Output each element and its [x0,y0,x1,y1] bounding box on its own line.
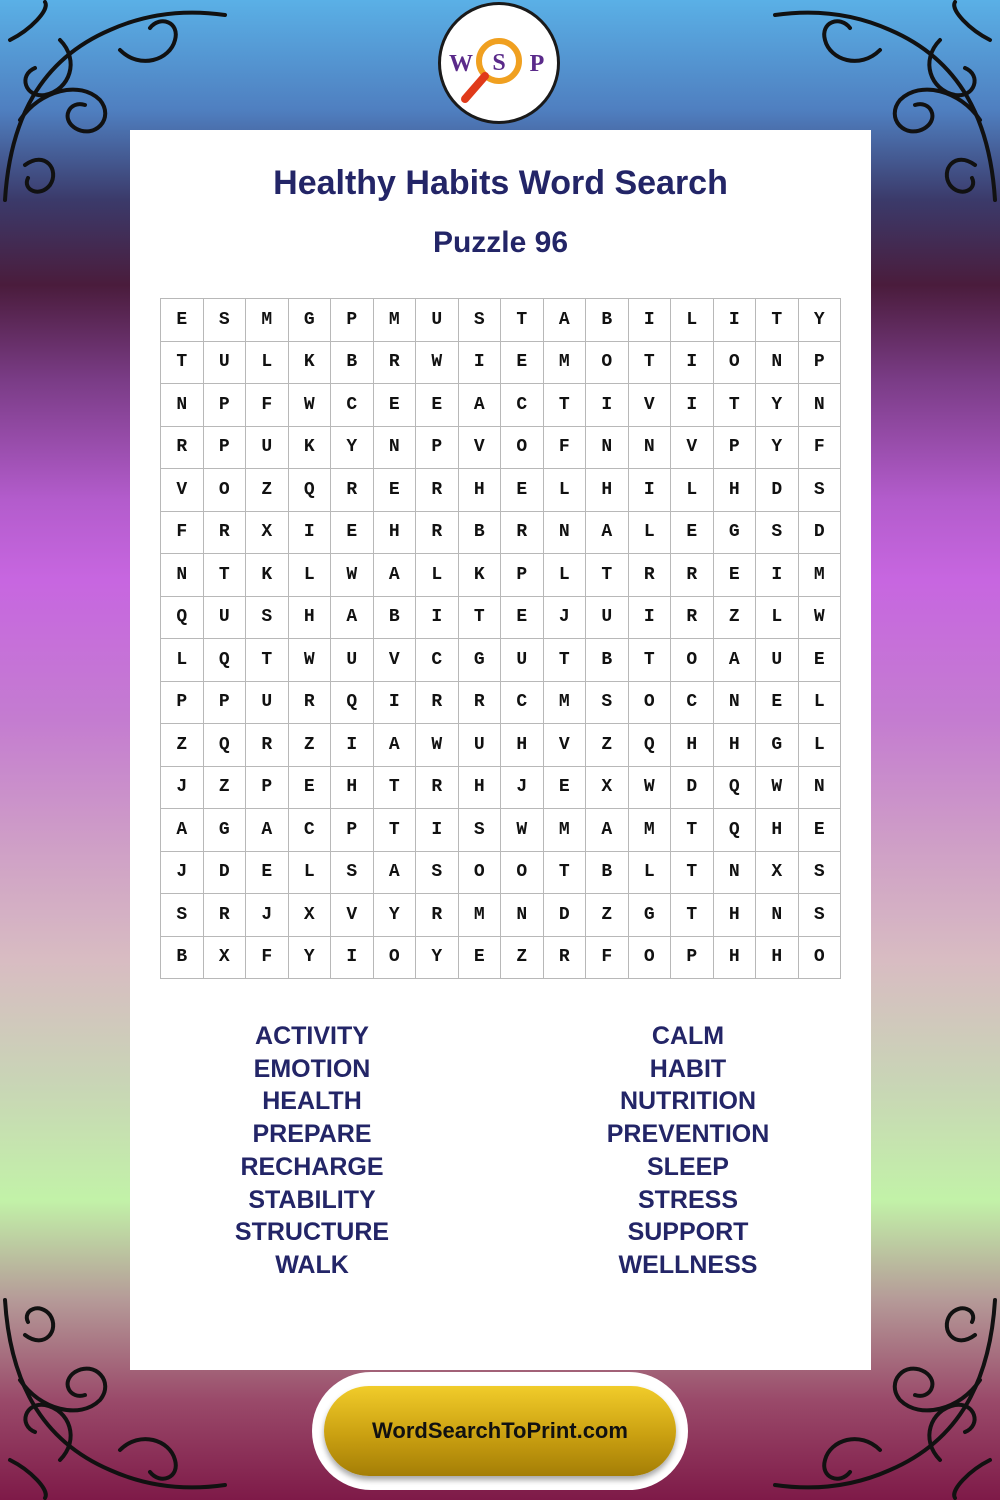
grid-cell[interactable]: E [799,639,842,682]
grid-cell[interactable]: P [161,682,204,725]
grid-cell[interactable]: S [204,299,247,342]
grid-cell[interactable]: T [374,809,417,852]
grid-cell[interactable]: O [459,852,502,895]
grid-cell[interactable]: I [671,342,714,385]
grid-cell[interactable]: N [799,767,842,810]
grid-cell[interactable]: G [629,894,672,937]
grid-cell[interactable]: Y [331,427,374,470]
grid-cell[interactable]: T [544,384,587,427]
grid-cell[interactable]: Q [161,597,204,640]
grid-cell[interactable]: L [246,342,289,385]
puzzle-number: Puzzle 96 [432,226,569,259]
grid-cell[interactable]: T [586,554,629,597]
grid-cell[interactable]: R [416,469,459,512]
grid-cell[interactable]: O [671,639,714,682]
grid-cell[interactable]: T [671,809,714,852]
grid-cell[interactable]: N [161,384,204,427]
grid-cell[interactable]: X [756,852,799,895]
grid-cell[interactable]: Z [246,469,289,512]
grid-cell[interactable]: Z [204,767,247,810]
grid-cell[interactable]: J [501,767,544,810]
grid-cell[interactable]: T [671,852,714,895]
word-list-item: CALM [651,1022,725,1050]
grid-cell[interactable]: N [374,427,417,470]
grid-cell[interactable]: S [416,852,459,895]
grid-cell[interactable]: E [501,342,544,385]
word-list-item: NUTRITION [619,1087,757,1116]
grid-cell[interactable]: L [289,852,332,895]
grid-cell[interactable]: I [756,554,799,597]
grid-cell[interactable]: E [459,937,502,980]
grid-cell[interactable]: E [799,809,842,852]
site-badge [312,1372,688,1490]
letter-grid [160,298,841,979]
grid-cell[interactable]: F [246,384,289,427]
grid-cell[interactable]: N [756,894,799,937]
grid-cell[interactable]: T [544,852,587,895]
grid-cell[interactable]: O [586,342,629,385]
grid-cell[interactable]: G [459,639,502,682]
grid-cell[interactable]: B [586,852,629,895]
grid-cell[interactable]: R [671,597,714,640]
page-title: Healthy Habits Word Search [273,164,728,202]
grid-cell[interactable]: W [501,809,544,852]
grid-cell[interactable]: Q [331,682,374,725]
grid-cell[interactable]: T [629,639,672,682]
grid-cell[interactable]: L [544,469,587,512]
grid-cell[interactable]: N [756,342,799,385]
grid-cell[interactable]: R [204,512,247,555]
grid-cell[interactable]: I [331,724,374,767]
grid-cell[interactable]: P [204,384,247,427]
word-list-item: WELLNESS [618,1250,758,1279]
grid-cell[interactable]: R [246,724,289,767]
grid-cell[interactable]: R [416,894,459,937]
grid-cell[interactable]: Q [204,724,247,767]
grid-cell[interactable]: D [544,894,587,937]
grid-cell[interactable]: E [374,469,417,512]
grid-cell[interactable]: I [374,682,417,725]
grid-cell[interactable]: I [629,597,672,640]
grid-cell[interactable]: Z [289,724,332,767]
grid-cell[interactable]: O [629,937,672,980]
grid-cell[interactable]: H [756,937,799,980]
grid-cell[interactable]: R [416,682,459,725]
grid-cell[interactable]: A [714,639,757,682]
grid-cell[interactable]: I [671,384,714,427]
grid-cell[interactable]: P [416,427,459,470]
grid-cell[interactable]: V [161,469,204,512]
grid-cell[interactable]: O [714,342,757,385]
grid-cell[interactable]: V [459,427,502,470]
grid-cell[interactable]: P [331,299,374,342]
grid-cell[interactable]: R [161,427,204,470]
word-list-item: SLEEP [647,1152,729,1181]
grid-cell[interactable]: W [416,342,459,385]
grid-cell[interactable]: H [459,469,502,512]
grid-cell[interactable]: H [756,809,799,852]
grid-cell[interactable]: S [799,469,842,512]
grid-cell[interactable]: S [799,852,842,895]
grid-cell[interactable]: L [756,597,799,640]
grid-cell[interactable]: M [544,682,587,725]
logo-letter-p: P [529,51,545,77]
grid-cell[interactable]: G [714,512,757,555]
word-list-right [538,1020,838,1282]
grid-cell[interactable]: E [331,512,374,555]
site-link-button[interactable] [324,1386,676,1476]
grid-cell[interactable]: Y [799,299,842,342]
grid-cell[interactable]: N [161,554,204,597]
grid-cell[interactable]: U [204,597,247,640]
word-list-item: EMOTION [253,1054,371,1083]
wsp-logo[interactable] [438,2,560,124]
grid-cell[interactable]: A [544,299,587,342]
grid-cell[interactable]: E [374,384,417,427]
grid-cell[interactable]: E [501,469,544,512]
grid-cell[interactable]: B [586,299,629,342]
grid-cell[interactable]: D [671,767,714,810]
grid-cell[interactable]: Y [374,894,417,937]
grid-cell[interactable]: S [331,852,374,895]
grid-cell[interactable]: U [416,299,459,342]
grid-cell[interactable]: M [246,299,289,342]
grid-cell[interactable]: S [246,597,289,640]
grid-cell[interactable]: R [204,894,247,937]
grid-cell[interactable]: Q [714,767,757,810]
grid-cell[interactable]: R [544,937,587,980]
grid-cell[interactable]: I [416,597,459,640]
grid-cell[interactable]: V [671,427,714,470]
grid-cell[interactable]: P [501,554,544,597]
grid-cell[interactable]: L [671,469,714,512]
grid-cell[interactable]: T [204,554,247,597]
grid-cell[interactable]: H [586,469,629,512]
grid-cell[interactable]: C [289,809,332,852]
grid-cell[interactable]: L [671,299,714,342]
grid-cell[interactable]: Y [289,937,332,980]
grid-cell[interactable]: C [416,639,459,682]
grid-cell[interactable]: E [161,299,204,342]
grid-cell[interactable]: H [289,597,332,640]
grid-cell[interactable]: P [799,342,842,385]
grid-cell[interactable]: L [799,682,842,725]
grid-cell[interactable]: Z [714,597,757,640]
grid-cell[interactable]: M [629,809,672,852]
grid-cell[interactable]: R [374,342,417,385]
grid-cell[interactable]: K [459,554,502,597]
grid-cell[interactable]: P [246,767,289,810]
grid-cell[interactable]: S [586,682,629,725]
grid-cell[interactable]: P [204,427,247,470]
grid-cell[interactable]: A [586,512,629,555]
word-list-item: SUPPORT [627,1218,749,1247]
grid-cell[interactable]: E [714,554,757,597]
word-list-item: STRUCTURE [234,1218,390,1247]
grid-cell[interactable]: X [586,767,629,810]
grid-cell[interactable]: W [289,639,332,682]
grid-cell[interactable]: T [246,639,289,682]
grid-cell[interactable]: P [714,427,757,470]
grid-cell[interactable]: O [501,427,544,470]
grid-cell[interactable]: T [161,342,204,385]
grid-cell[interactable]: M [374,299,417,342]
grid-cell[interactable]: L [629,512,672,555]
word-list-item: HABIT [649,1054,727,1083]
grid-cell[interactable]: X [289,894,332,937]
grid-cell[interactable]: F [544,427,587,470]
grid-cell[interactable]: M [459,894,502,937]
grid-cell[interactable]: T [459,597,502,640]
grid-cell[interactable]: Y [756,384,799,427]
grid-cell[interactable]: F [799,427,842,470]
grid-cell[interactable]: E [246,852,289,895]
grid-cell[interactable]: K [289,427,332,470]
grid-cell[interactable]: T [544,639,587,682]
grid-cell[interactable]: N [714,852,757,895]
grid-cell[interactable]: O [374,937,417,980]
grid-cell[interactable]: R [416,512,459,555]
grid-cell[interactable]: I [714,299,757,342]
grid-cell[interactable]: D [204,852,247,895]
grid-cell[interactable]: H [501,724,544,767]
grid-cell[interactable]: U [586,597,629,640]
word-list-item: HEALTH [262,1087,362,1116]
grid-cell[interactable]: B [374,597,417,640]
grid-cell[interactable]: T [501,299,544,342]
grid-cell[interactable]: R [459,682,502,725]
grid-cell[interactable]: P [671,937,714,980]
grid-cell[interactable]: I [331,937,374,980]
grid-cell[interactable]: R [331,469,374,512]
grid-cell[interactable]: Z [586,894,629,937]
grid-cell[interactable]: N [714,682,757,725]
word-list-item: PREVENTION [606,1120,770,1149]
grid-cell[interactable]: E [416,384,459,427]
grid-cell[interactable]: S [459,809,502,852]
grid-cell[interactable]: E [671,512,714,555]
grid-cell[interactable]: Q [289,469,332,512]
grid-cell[interactable]: R [629,554,672,597]
grid-cell[interactable]: H [331,767,374,810]
grid-cell[interactable]: K [289,342,332,385]
grid-cell[interactable]: R [501,512,544,555]
grid-cell[interactable]: T [671,894,714,937]
grid-cell[interactable]: J [246,894,289,937]
grid-cell[interactable]: L [799,724,842,767]
grid-cell[interactable]: N [629,427,672,470]
grid-cell[interactable]: X [246,512,289,555]
grid-cell[interactable]: C [501,384,544,427]
grid-cell[interactable]: H [714,937,757,980]
grid-cell[interactable]: S [799,894,842,937]
grid-cell[interactable]: F [586,937,629,980]
grid-cell[interactable]: O [501,852,544,895]
grid-cell[interactable]: T [756,299,799,342]
grid-cell[interactable]: B [331,342,374,385]
grid-cell[interactable]: W [331,554,374,597]
word-list-item: STABILITY [248,1185,376,1214]
logo-letter-w: W [449,51,473,77]
grid-cell[interactable]: I [459,342,502,385]
word-list-item: PREPARE [252,1120,372,1149]
grid-cell[interactable]: I [289,512,332,555]
grid-cell[interactable]: U [246,682,289,725]
grid-cell[interactable]: Q [629,724,672,767]
grid-cell[interactable]: O [204,469,247,512]
grid-cell[interactable]: E [544,767,587,810]
grid-cell[interactable]: V [374,639,417,682]
grid-cell[interactable]: U [459,724,502,767]
grid-cell[interactable]: H [671,724,714,767]
grid-cell[interactable]: I [629,469,672,512]
word-list-item: WALK [275,1250,349,1279]
grid-cell[interactable]: W [289,384,332,427]
grid-cell[interactable]: S [161,894,204,937]
grid-cell[interactable]: A [331,597,374,640]
grid-cell[interactable]: Z [586,724,629,767]
grid-cell[interactable]: P [331,809,374,852]
grid-cell[interactable]: Z [161,724,204,767]
grid-cell[interactable]: C [501,682,544,725]
grid-cell[interactable]: B [586,639,629,682]
grid-cell[interactable]: H [714,724,757,767]
grid-cell[interactable]: J [544,597,587,640]
grid-cell[interactable]: B [161,937,204,980]
grid-cell[interactable]: F [161,512,204,555]
grid-cell[interactable]: H [714,894,757,937]
grid-cell[interactable]: G [204,809,247,852]
grid-cell[interactable]: O [629,682,672,725]
grid-cell[interactable]: C [671,682,714,725]
grid-cell[interactable]: T [714,384,757,427]
grid-cell[interactable]: N [501,894,544,937]
grid-cell[interactable]: I [416,809,459,852]
grid-cell[interactable]: L [416,554,459,597]
grid-cell[interactable]: R [671,554,714,597]
grid-cell[interactable]: K [246,554,289,597]
grid-cell[interactable]: V [331,894,374,937]
grid-cell[interactable]: U [501,639,544,682]
logo-letter-s: S [492,50,506,76]
grid-cell[interactable]: A [246,809,289,852]
grid-cell[interactable]: H [459,767,502,810]
grid-cell[interactable]: L [289,554,332,597]
puzzle-panel [130,130,871,1370]
grid-cell[interactable]: U [756,639,799,682]
grid-cell[interactable]: I [586,384,629,427]
grid-cell[interactable]: T [629,342,672,385]
grid-cell[interactable]: L [629,852,672,895]
grid-cell[interactable]: V [544,724,587,767]
grid-cell[interactable]: A [374,554,417,597]
grid-cell[interactable]: W [756,767,799,810]
word-list-item: RECHARGE [240,1152,384,1181]
grid-cell[interactable]: R [416,767,459,810]
grid-cell[interactable]: G [756,724,799,767]
grid-cell[interactable]: M [544,342,587,385]
grid-cell[interactable]: Q [204,639,247,682]
grid-cell[interactable]: X [204,937,247,980]
grid-cell[interactable]: U [246,427,289,470]
grid-cell[interactable]: A [586,809,629,852]
grid-cell[interactable]: D [799,512,842,555]
grid-cell[interactable]: W [799,597,842,640]
grid-cell[interactable]: N [586,427,629,470]
grid-cell[interactable]: Z [501,937,544,980]
grid-cell[interactable]: F [246,937,289,980]
grid-cell[interactable]: P [204,682,247,725]
grid-cell[interactable]: S [459,299,502,342]
grid-cell[interactable]: Y [756,427,799,470]
grid-cell[interactable]: Q [714,809,757,852]
grid-cell[interactable]: R [289,682,332,725]
grid-cell[interactable]: S [756,512,799,555]
grid-cell[interactable]: L [161,639,204,682]
grid-cell[interactable]: M [799,554,842,597]
grid-cell[interactable]: J [161,852,204,895]
grid-cell[interactable]: V [629,384,672,427]
grid-cell[interactable]: E [289,767,332,810]
grid-cell[interactable]: A [374,852,417,895]
grid-cell[interactable]: E [756,682,799,725]
site-link-label: WordSearchToPrint.com [372,1418,628,1443]
grid-cell[interactable]: E [501,597,544,640]
grid-cell[interactable]: D [756,469,799,512]
grid-cell[interactable]: I [629,299,672,342]
grid-cell[interactable]: U [331,639,374,682]
word-list-left [162,1020,462,1282]
grid-cell[interactable]: O [799,937,842,980]
grid-cell[interactable]: N [799,384,842,427]
word-list-item: STRESS [637,1185,739,1214]
grid-cell[interactable]: A [161,809,204,852]
grid-cell[interactable]: Y [416,937,459,980]
grid-cell[interactable]: A [374,724,417,767]
grid-cell[interactable]: U [204,342,247,385]
grid-cell[interactable]: N [544,512,587,555]
grid-cell[interactable]: G [289,299,332,342]
grid-cell[interactable]: J [161,767,204,810]
grid-cell[interactable]: L [544,554,587,597]
grid-cell[interactable]: W [416,724,459,767]
word-list-item: ACTIVITY [255,1022,369,1050]
grid-cell[interactable]: H [714,469,757,512]
grid-cell[interactable]: T [374,767,417,810]
grid-cell[interactable]: B [459,512,502,555]
grid-cell[interactable]: H [374,512,417,555]
grid-cell[interactable]: W [629,767,672,810]
grid-cell[interactable]: M [544,809,587,852]
grid-cell[interactable]: A [459,384,502,427]
grid-cell[interactable]: C [331,384,374,427]
